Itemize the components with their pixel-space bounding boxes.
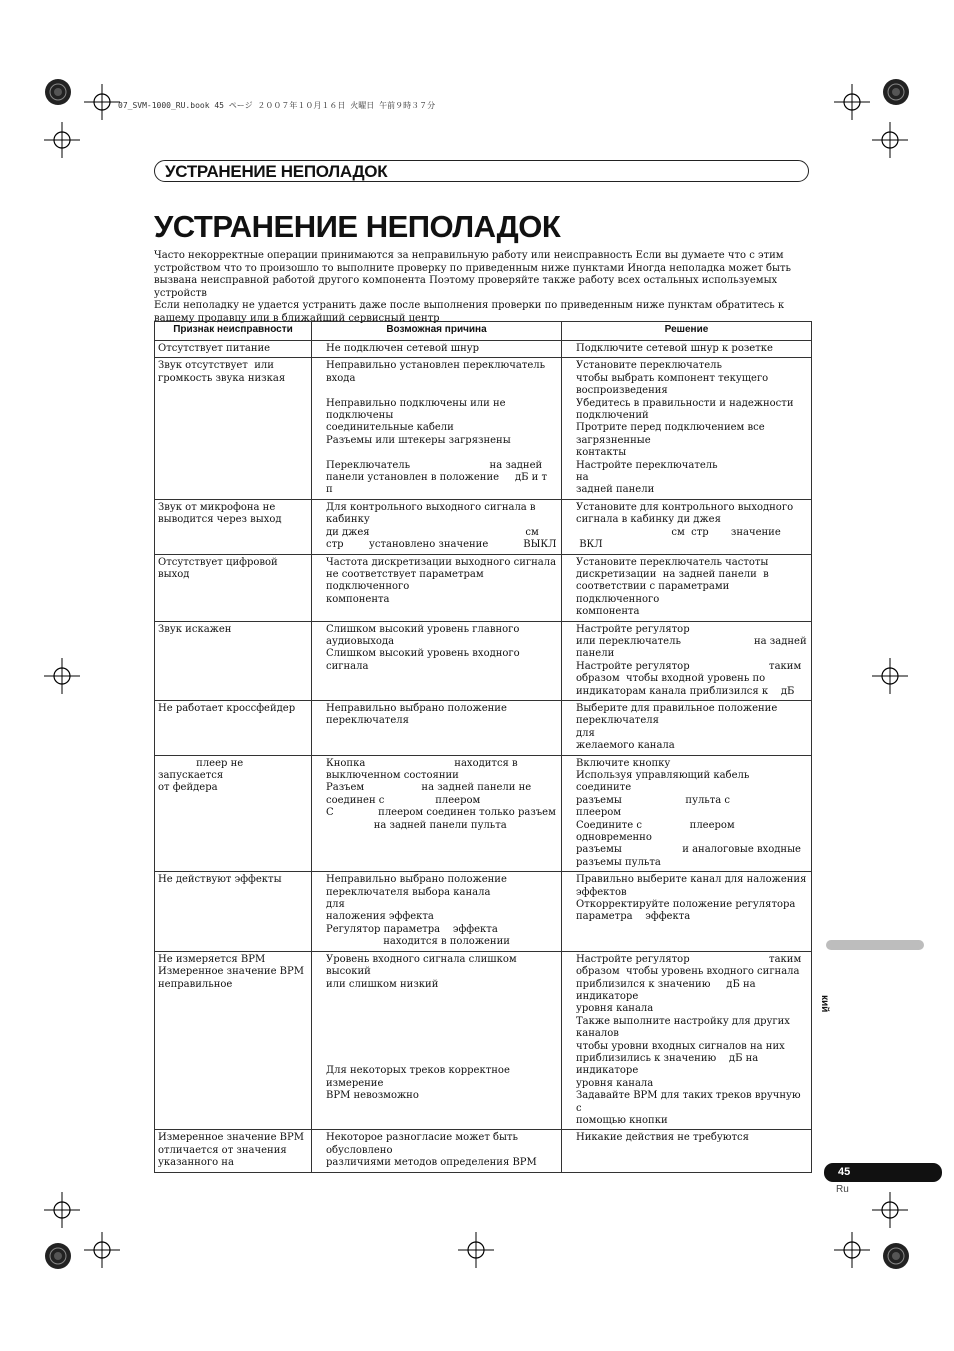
cause-text: Не подключен сетевой шнур bbox=[326, 343, 480, 354]
cause-text: Для некоторых треков корректное измерение BPM невозможно bbox=[326, 1065, 510, 1102]
remedy-cell bbox=[562, 951, 812, 1130]
side-label: кий bbox=[819, 995, 830, 1013]
symptom-text: Отсутствует питание bbox=[158, 343, 271, 354]
registration-mark-icon bbox=[834, 1232, 870, 1268]
remedy-text: Настройте регулятор таким образом чтобы уровень входного сигнала приблизился к значению дБ на индикаторе уровня канала bbox=[576, 953, 802, 1015]
table-row bbox=[155, 358, 812, 499]
cause-cell bbox=[312, 1130, 562, 1172]
cause-text: Регулятор параметра эффекта находится в положении bbox=[326, 923, 510, 948]
cause-text: Уровень входного сигнала слишком высокий или слишком низкий bbox=[326, 953, 517, 990]
cause-text: Для контрольного выходного сигнала в кабинку ди джея см стр установлено значение ВЫКЛ bbox=[326, 501, 557, 551]
registration-mark-icon bbox=[458, 1232, 494, 1268]
color-target-icon bbox=[882, 1242, 910, 1270]
page-title: УСТРАНЕНИЕ НЕПОЛАДОК bbox=[154, 209, 561, 244]
section-banner bbox=[154, 160, 809, 182]
remedy-cell bbox=[562, 341, 812, 358]
intro-paragraph: Если неполадку не удается устранить даже после выполнения проверки по приведенным ниже пунктам обратитесь к вашему продавцу или в ближайший сервисный центр bbox=[154, 300, 785, 324]
remedy-text: Откорректируйте положение регулятора параметра эффекта bbox=[576, 899, 796, 923]
table-row bbox=[155, 700, 812, 755]
cause-cell bbox=[312, 951, 562, 1130]
cause-text: С плеером соединен только разъем на задней панели пульта bbox=[326, 807, 556, 831]
symptom-cell bbox=[155, 755, 312, 872]
remedy-text: Установите для контрольного выходного сигнала в кабинку ди джея см стр значение ВКЛ bbox=[576, 501, 794, 551]
cause-text: Неправильно установлен переключатель входа bbox=[326, 360, 546, 384]
registration-mark-icon bbox=[44, 122, 80, 158]
remedy-text: Убедитесь в правильности и надежности подключений bbox=[576, 397, 794, 422]
cause-cell bbox=[312, 700, 562, 755]
page-number: 45 bbox=[838, 1166, 851, 1178]
registration-mark-icon bbox=[44, 658, 80, 694]
header-symptom: Признак неисправности bbox=[155, 322, 312, 341]
remedy-text: Используя управляющий кабель соедините разъемы пульта с плеером bbox=[576, 770, 750, 819]
remedy-text: Никакие действия не требуются bbox=[576, 1132, 749, 1144]
table-row bbox=[155, 1130, 812, 1172]
remedy-cell bbox=[562, 755, 812, 872]
cause-cell bbox=[312, 621, 562, 700]
symptom-cell bbox=[155, 1130, 312, 1172]
section-banner-text: УСТРАНЕНИЕ НЕПОЛАДОК bbox=[165, 162, 388, 181]
side-tab bbox=[826, 940, 924, 950]
registration-mark-icon bbox=[44, 1192, 80, 1228]
remedy-cell bbox=[562, 872, 812, 951]
registration-mark-icon bbox=[872, 122, 908, 158]
cause-text: Частота дискретизации выходного сигнала не соответствует параметрам подключенного компонента bbox=[326, 556, 557, 605]
page-number-pill bbox=[824, 1163, 942, 1182]
troubleshooting-table bbox=[154, 321, 812, 1173]
remedy-text: Подключите сетевой шнур к розетке bbox=[576, 343, 773, 354]
print-header: 07_SVM-1000_RU.book 45 ページ ２００７年１０月１６日 火曜日 午前９時３７分 bbox=[118, 101, 436, 110]
symptom-cell bbox=[155, 499, 312, 554]
color-target-icon bbox=[44, 78, 72, 106]
symptom-cell bbox=[155, 951, 312, 1130]
symptom-text: плеер не запускается от фейдера bbox=[158, 757, 244, 794]
remedy-text: Соедините с плеером одновременно разъемы и аналоговые входные разъемы пульта bbox=[576, 819, 801, 868]
registration-mark-icon bbox=[84, 1232, 120, 1268]
page-language: Ru bbox=[836, 1184, 849, 1195]
remedy-cell bbox=[562, 499, 812, 554]
symptom-text: Звук искажен bbox=[158, 623, 232, 635]
symptom-text: Не действуют эффекты bbox=[158, 874, 282, 886]
cause-text: Разъемы или штекеры загрязнены bbox=[326, 434, 511, 446]
cause-cell bbox=[312, 358, 562, 499]
cause-cell bbox=[312, 499, 562, 554]
remedy-text: Настройте переключатель на задней панели bbox=[576, 459, 718, 496]
table-header-row bbox=[155, 322, 812, 341]
remedy-text: Выберите для правильное положение переключателя для желаемого канала bbox=[576, 702, 778, 752]
cause-text: Некоторое разногласие может быть обусловлено различиями методов определения BPM bbox=[326, 1132, 537, 1169]
remedy-cell bbox=[562, 621, 812, 700]
cause-text: Неправильно подключены или не подключены соединительные кабели bbox=[326, 397, 506, 434]
cause-text: Слишком высокий уровень главного аудиовыхода bbox=[326, 623, 520, 647]
intro-paragraph: Часто некорректные операции принимаются за неправильную работу или неисправность Если вы думаете что с этим устройством что то произошло то выполните проверку по приведенным ниже пунктами Иногда неполадка может быть вызвана неисправной работой другого компонента Поэтому проверяйте также работу всех остальных используемых устройств bbox=[154, 250, 791, 299]
remedy-text: Установите переключатель частоты дискретизации на задней панели в соответствии с параметрами подключенного компонента bbox=[576, 556, 769, 618]
table-row bbox=[155, 499, 812, 554]
cause-text: Неправильно выбрано положение переключателя выбора канала для наложения эффекта bbox=[326, 874, 507, 923]
remedy-cell bbox=[562, 700, 812, 755]
symptom-text: Звук от микрофона не выводится через выход bbox=[158, 501, 282, 526]
remedy-text: Установите переключатель чтобы выбрать компонент текущего воспроизведения bbox=[576, 360, 769, 397]
cause-cell bbox=[312, 872, 562, 951]
cause-text: Переключатель на задней панели установлен в положение дБ и т п bbox=[326, 459, 548, 496]
remedy-text: Задавайте BPM для таких треков вручную с помощью кнопки bbox=[576, 1090, 801, 1126]
intro bbox=[154, 250, 814, 326]
header-cause: Возможная причина bbox=[312, 322, 562, 341]
cause-text: Слишком высокий уровень входного сигнала bbox=[326, 648, 523, 672]
symptom-cell bbox=[155, 341, 312, 358]
table-row bbox=[155, 621, 812, 700]
remedy-text: Настройте регулятор таким образом чтобы входной уровень по индикаторам канала приблизился к дБ bbox=[576, 660, 802, 697]
symptom-cell bbox=[155, 554, 312, 621]
color-target-icon bbox=[882, 78, 910, 106]
cause-text: Неправильно выбрано положение переключателя bbox=[326, 702, 507, 727]
color-target-icon bbox=[44, 1242, 72, 1270]
remedy-text: Правильно выберите канал для наложения эффектов bbox=[576, 874, 807, 898]
registration-mark-icon bbox=[834, 84, 870, 120]
table-row bbox=[155, 872, 812, 951]
remedy-cell bbox=[562, 358, 812, 499]
symptom-cell bbox=[155, 872, 312, 951]
symptom-cell bbox=[155, 700, 312, 755]
remedy-text: Также выполните настройку для других каналов чтобы уровни входных сигналов на них приблизились к значению дБ на индикаторе уровня канала bbox=[576, 1015, 790, 1089]
cause-cell bbox=[312, 341, 562, 358]
registration-mark-icon bbox=[872, 658, 908, 694]
remedy-cell bbox=[562, 1130, 812, 1172]
remedy-text: Протрите перед подключением все загрязненные контакты bbox=[576, 422, 765, 459]
remedy-text: Включите кнопку bbox=[576, 757, 671, 769]
registration-mark-icon bbox=[872, 1192, 908, 1228]
symptom-text: Не измеряется BPM Измеренное значение BPM неправильное bbox=[158, 953, 304, 990]
symptom-text: Измеренное значение BPM отличается от значения указанного на bbox=[158, 1132, 304, 1169]
symptom-text: Звук отсутствует или громкость звука низкая bbox=[158, 360, 286, 384]
table-row bbox=[155, 755, 812, 872]
header-remedy: Решение bbox=[562, 322, 812, 341]
remedy-cell bbox=[562, 554, 812, 621]
table-row bbox=[155, 554, 812, 621]
remedy-text: Настройте регулятор или переключатель на задней панели bbox=[576, 623, 807, 660]
symptom-cell bbox=[155, 358, 312, 499]
cause-text: Кнопка находится в выключенном состоянии bbox=[326, 757, 518, 781]
cause-cell bbox=[312, 554, 562, 621]
cause-cell bbox=[312, 755, 562, 872]
table-row bbox=[155, 951, 812, 1130]
registration-mark-icon bbox=[84, 84, 120, 120]
symptom-text: Отсутствует цифровой выход bbox=[158, 556, 281, 580]
symptom-cell bbox=[155, 621, 312, 700]
symptom-text: Не работает кроссфейдер bbox=[158, 702, 296, 714]
cause-text: Разъем на задней панели не соединен с плеером bbox=[326, 782, 532, 806]
table-row bbox=[155, 341, 812, 358]
